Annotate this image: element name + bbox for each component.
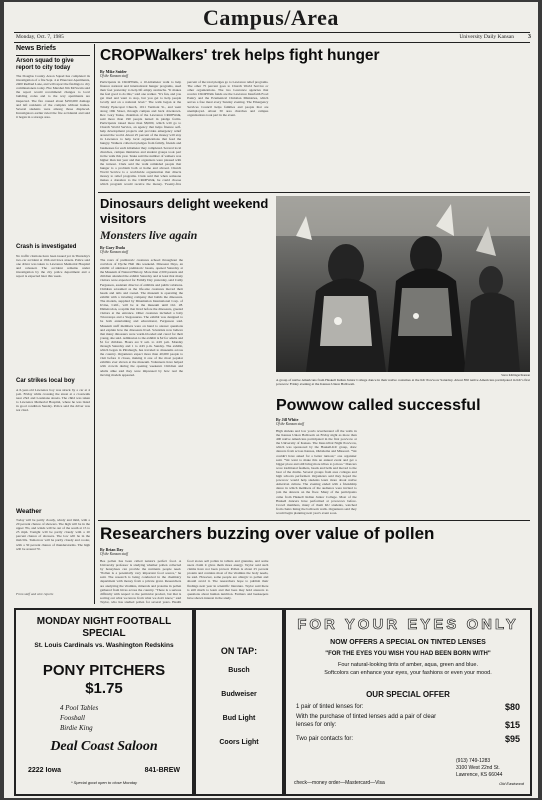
paper-name: University Daily Kansan — [459, 34, 514, 40]
brief-body-boy: A 6-year-old Lawrence boy was struck by a car at 4 p.m. Friday while crossing the street at a crosswalk near 23rd and Louisiana streets. The child was taken to Lawrence Memorial Hospital, where he was listed in good condition Sunday. Police said the driver was not cited. — [16, 388, 90, 413]
on-tap-beer: Budweiser — [221, 691, 257, 698]
photo-credit: Steve Kiblinger/Kansan — [501, 373, 530, 377]
dino-headline: Dinosaurs delight weekend visitors — [100, 196, 269, 226]
football-ad-matchup: St. Louis Cardinals vs. Washington Redskins — [34, 642, 174, 649]
news-briefs-header: News Briefs — [16, 45, 57, 52]
on-tap-header: ON TAP: — [220, 646, 258, 656]
football-ad-phone: 841-BREW — [144, 767, 180, 774]
football-ad-item: Birdie King — [60, 724, 93, 732]
crop-staff: Of the Kansan staff — [100, 74, 128, 78]
football-ad-address: 2222 Iowa — [28, 767, 62, 774]
lens-ad-body2: Softcolors can enhance your eyes, your fashions or even your mood. — [324, 670, 492, 676]
brief-body-arson: The Douglas County Arson Squad has completed its investigation of a fire Sept. 4 at Pinecrest Apartments, 2400 Redbud Lane, and will report the findings to city commissioners today. Fire Marshal Jim McSwain said the report would recommend changes to local building codes and to the way apartments are inspected. The fire caused about $250,000 damage and left residents of the complex without homes. Several students were among those displaced. Investigators earlier ruled the fire accidental and said it began in a storage area. — [16, 74, 90, 119]
weather-body: Today will be partly cloudy, windy and mild, with a 20 percent chance of showers. The high will be in the upper 70s, and winds will be out of the south at 15 to 25 mph. Tonight will be partly cloudy with a 20 percent chance of showers. The low will be in the mid-50s. Tomorrow will be partly cloudy and cooler, with a 30 percent chance of thunderstorms. The high will be around 70. — [16, 518, 90, 551]
powwow-headline: Powwow called successful — [276, 397, 481, 414]
on-tap-beer: Coors Light — [219, 739, 259, 746]
lens-ad-price3: $95 — [504, 734, 520, 744]
football-ad-product: PONY PITCHERS — [42, 662, 166, 679]
lens-ad-body1: Four natural-looking tints of amber, aqua, green and blue. — [337, 662, 479, 668]
newspaper-page — [4, 2, 538, 798]
lens-ad-offer: NOW OFFERS A SPECIAL ON TINTED LENSES — [330, 639, 486, 646]
briefs-header-rule — [16, 55, 90, 56]
saloon-logo: Deal Coast Saloon — [50, 739, 158, 754]
dino-subhead: Monsters live again — [100, 228, 198, 242]
lens-ad-price2: $15 — [504, 720, 520, 730]
photo-caption: A group of native Americans from Haskell Indian Junior College dance in their native costumes at the KU Powwow Saturday. About 850 native Americans participated in KU's first powwow Friday evening at the Kansas Union Ballroom. — [276, 378, 530, 387]
pollen-headline: Researchers buzzing over value of pollen — [100, 524, 435, 543]
crop-headline: CROPWalkers' trek helps fight hunger — [100, 47, 380, 64]
crop-bottom-rule — [98, 192, 530, 193]
brief-body-crash: No traffic citations have been issued yet in Thursday's two-car accident at 19th and Iowa streets. Police said one driver was taken to Lawrence Memorial Hospital and released. The accident remains under investigation by the city police department and a report is expected later this week. — [16, 254, 90, 279]
issue-date: Monday, Oct. 7, 1985 — [16, 34, 64, 40]
brief-headline-crash: Crash is investigated — [16, 244, 77, 250]
briefs-column-rule — [94, 44, 95, 604]
lens-ad-special-header: OUR SPECIAL OFFER — [366, 690, 450, 699]
powwow-staff: Of the Kansan staff — [276, 422, 304, 426]
football-ad — [14, 608, 194, 796]
pollen-top-rule — [98, 520, 530, 521]
powwow-body: High shrieks and low yowls reverberated off the walls in the Kansas Union Ballroom on Friday night as more than 400 native Americans participated in the first powwow at the University of Kansas. The Inter-tribal Night Powwow, which was sponsored by the Haskell-KU group, drew dancers from across Kansas, Oklahoma and Missouri. "We couldn't have asked for a better turnout," one organizer said. "We want to make this an annual event and get a bigger place and still bring more tribes to join us." Dancers wore traditional feathers, beads and bells and moved to the beat of the drums. Several groups from area colleges and high schools performed. Organizers said they hoped the powwow would help students learn more about native American culture. The evening ended with a friendship dance in which members of the audience were invited to join the dancers on the floor. Many of the participants came from Haskell Indian Junior College. Most of the Haskell dancers have performed at powwows before. Crowd members, many of them KU students, watched from chairs lining the ballroom walls. Organizers said they would begin planning next year's event soon. — [276, 429, 357, 515]
lens-ad-address: 3100 West 22nd St. — [456, 765, 500, 771]
football-ad-title: MONDAY NIGHT FOOTBALL SPECIAL — [36, 616, 172, 639]
brief-headline-boy: Car strikes local boy — [16, 378, 75, 384]
football-ad-item: Foosball — [60, 714, 85, 722]
pollen-byline: By Brian Day — [100, 547, 124, 552]
lens-ad-payment: check—money order—Mastercard—Visa — [294, 780, 385, 786]
brief-headline-arson: Arson squad to give report to city today — [16, 58, 74, 71]
pollen-body: Bee pollen has been called nature's perfect food. A University professor is studying whether pollen collected by honeybees can provide the nutrients people need. "Pollen is a potentially very important food source," he said. The research is being conducted in the chemistry department with money from a private grant. Researchers are analyzing the vitamins, minerals and proteins in pollen gathered from hives across the country. "There is a serious difficulty with respect to the particular product, but that is sorting out what we know from what we don't know," said Taylor, who has studied pollen for several years. Health food stores sell pollen in tablets and granules, and some users claim it gives them more energy. Taylor said such claims have not been proved. Pollen is about 25 percent protein and contains most of the vitamins the body needs, he said. However, some people are allergic to pollen and should avoid it. The researchers hope to publish their findings next year in scientific literature. Taylor said there is still much to learn and that bees may hold answers to questions about human nutrition. Farmers and beekeepers have shown interest in the study. — [100, 559, 269, 604]
lens-ad-price1: $80 — [504, 702, 520, 712]
powwow-photo — [276, 196, 530, 372]
page-number: 3 — [528, 34, 531, 40]
powwow-byline: By Jill White — [276, 417, 299, 422]
on-tap-ad — [194, 608, 284, 796]
football-ad-item: 4 Pool Tables — [60, 704, 99, 712]
masthead-rule-lower — [14, 42, 530, 43]
dino-byline: By Gary Duda — [100, 245, 125, 250]
crop-body: Participants in CROPWalk, a 10-kilometer walk to help finance national and international hunger programs, used their feet yesterday to help lift empty stomachs. "It makes me feel good to do this," said one walker. "It's fun, and you get tired and want to stop, but you get to help people locally and on a national level." The walk began at the Trinity Episcopal Church, 1011 Vermont St., and went along 19th Street, through campus and back downtown. Rev. Gary Teske, chairman of the Lawrence CROPWalk, said more than 190 people turned in pledge forms. Participants raised more than $8,000, which will go to Church World Service, an agency that helps finance self-help development projects and provides emergency relief around the world. About 25 percent of the money will stay in Lawrence to help local organizations that feed the hungry. Walkers collected pledges from family, friends and businesses for each kilometer they completed. Several local churches, campus ministries and student groups took part in the walk this year. Teske said the number of walkers was higher than last year and that organizers were pleased with the turnout. Clark said the walk reminded people that hunger is a problem both at home and abroad. Church World Service is a worldwide organization that directs money to relief programs. Clark said that when someone makes a donation to the CROPWalk, he could choose which program would receive the money. Twenty-five percent of the total pledges go to Lawrence relief programs. The other 75 percent goes to Church World Service or other organizations. The two Lawrence agencies that receive CROPWalk funds are the Lawrence Interfaith Food Pantry and the Ecumenical Christian Ministries, which serves a free meal every Sunday evening. The Emergency Services Council helps families and people that are unemployed. About 30 area churches and campus organizations took part in the event. — [100, 80, 269, 187]
lens-ad-phone: (913) 749-1283 — [456, 758, 491, 764]
on-tap-beer: Busch — [228, 667, 250, 674]
section-title: Campus/Area — [203, 5, 339, 30]
lens-ad-offer2: With the purchase of tinted lenses add a pair of clear lenses for only: — [296, 714, 437, 728]
crop-byline: By Mike Snider — [100, 69, 127, 74]
masthead-rule — [14, 32, 530, 33]
on-tap-beer: Bud Light — [222, 715, 256, 722]
lens-ad-city: Lawrence, KS 66044 — [456, 772, 503, 778]
dino-staff: Of the Kansan staff — [100, 250, 128, 254]
briefs-credit: From staff and wire reports — [16, 592, 54, 596]
weather-header: Weather — [16, 508, 42, 515]
lens-ad-tagline: "FOR THE EYES YOU WISH YOU HAD BEEN BORN WITH" — [325, 651, 491, 657]
football-ad-note: * Special good open to close Monday — [70, 780, 138, 785]
lens-ad-location: Old Eastwood — [499, 781, 524, 786]
dino-body: The roars of prehistoric creatures echoed throughout the corridors of Dyche Hall this weekend. Dinosaur Days, an exhibit of animated prehistoric beasts, opened Saturday at the Museum of Natural History. More than 2,500 parents and children attended the exhibit Saturday and at least that many visitors were expected for Family Day yesterday, said Cathy Fergusson, assistant director of exhibits and public relations. Children screamed as the life-size creatures moved their heads and tails and roared. The museum is operating the exhibit with a traveling company that builds the dinosaurs. The models, supplied by Dinamation International Corp. of Irvine, Calif., will be at the museum until Oct. 28. Dimetrodon, a reptile that lived before the dinosaurs, greeted visitors at the entrance. Other creatures included a baby Triceratops and a Stegosaurus. The exhibit was designed to be both entertaining and educational, Fergusson said. Museum staff members were on hand to answer questions and explain how the dinosaurs lived. Scientists now believe that many dinosaurs were warm-blooded and cared for their young, she said. Admission to the exhibit is $2 for adults and $1 for children. Hours are 9 a.m. to 4:45 p.m. Monday through Saturday and 1 to 4:45 p.m. Sunday. The exhibit, which began in Pittsburgh, has traveled to museums across the country. Organizers expect more than 40,000 people to visit before it closes, making it one of the most popular exhibits ever shown at the museum. Volunteers have helped with crowds during the opening weekend. Children and adults alike said they were impressed by how real the moving models appeared. — [100, 258, 183, 377]
lens-ad-offer1: 1 pair of tinted lenses for: — [296, 704, 364, 710]
pollen-staff: Of the Kansan staff — [100, 552, 128, 556]
contact-lens-ad — [284, 608, 532, 796]
football-ad-price: $1.75 — [85, 680, 123, 697]
lens-ad-brand: FOR YOUR EYES ONLY — [297, 616, 519, 633]
lens-ad-offer3: Two pair contacts for: — [296, 736, 354, 742]
